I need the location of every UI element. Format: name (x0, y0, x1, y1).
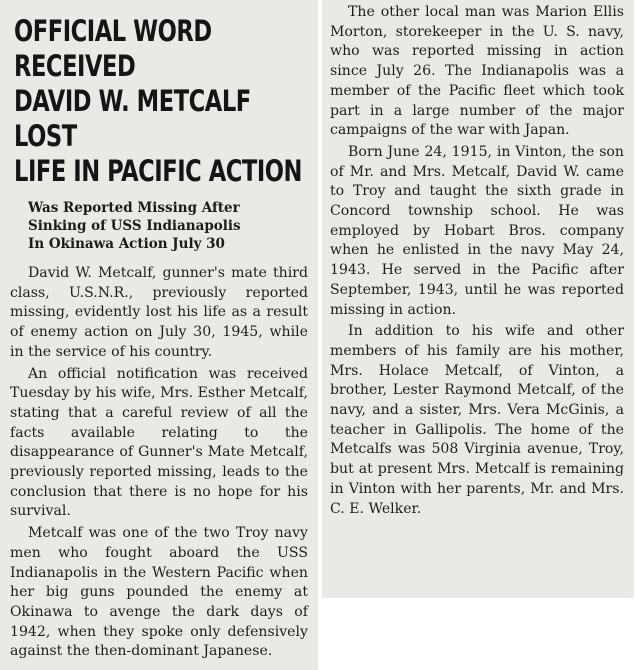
article-paragraph-1: David W. Metcalf, gunner's mate third class, U.S.N.R., previously reported missing, evidently lost his life as a result of enemy action on July 30, 1945, while in the service of his country. (10, 265, 308, 360)
right-clipping-column (322, 0, 634, 598)
article-paragraph-4: The other local man was Marion Ellis Morton, storekeeper in the U. S. navy, who was reported missing in action since July 26. The Indianapolis was a member of the Pacific fleet which took part in a large number of the major campaigns of the war with Japan. (330, 4, 624, 139)
left-article-body (10, 264, 308, 662)
article-paragraph-3: Metcalf was one of the two Troy navy men who fought aboard the USS Indianapolis in the Western Pacific when her big guns pounded the enemy at Okinawa to avenge the dark days of 1942, when they spoke only defensively against the then-dominant Japanese. (10, 525, 308, 660)
subheadline: Was Reported Missing After Sinking of USS Indianapolis In Okinawa Action July 30 (28, 200, 241, 252)
headline: OFFICIAL WORD RECEIVED DAVID W. METCALF LOST LIFE IN PACIFIC ACTION (14, 14, 303, 188)
article-paragraph-6: In addition to his wife and other members of his family are his mother, Mrs. Holace Metcalf, of Vinton, a brother, Lester Raymond Metcalf, of the navy, and a sister, Mrs. Vera McGinis, a teacher in Gallipolis. The home of the Metcalfs was 508 Virginia avenue, Troy, but at present Mrs. Metcalf is remaining in Vinton with her parents, Mr. and Mrs. C. E. Welker. (330, 323, 624, 517)
article-paragraph-5: Born June 24, 1915, in Vinton, the son of Mr. and Mrs. Metcalf, David W. came to Troy and taught the sixth grade in Concord township school. He was employed by Hobart Bros. company when he enlisted in the navy May 24, 1943. He served in the Pacific after September, 1943, until he was reported missing in action. (330, 143, 624, 318)
article-paragraph-2: An official notification was received Tuesday by his wife, Mrs. Esther Metcalf, stating that a careful review of all the facts available relating to the disappearance of Gunner's Mate Metcalf, previously reported missing, leads to the conclusion that there is no hope for his survival. (10, 365, 308, 520)
right-article-body (330, 3, 624, 519)
